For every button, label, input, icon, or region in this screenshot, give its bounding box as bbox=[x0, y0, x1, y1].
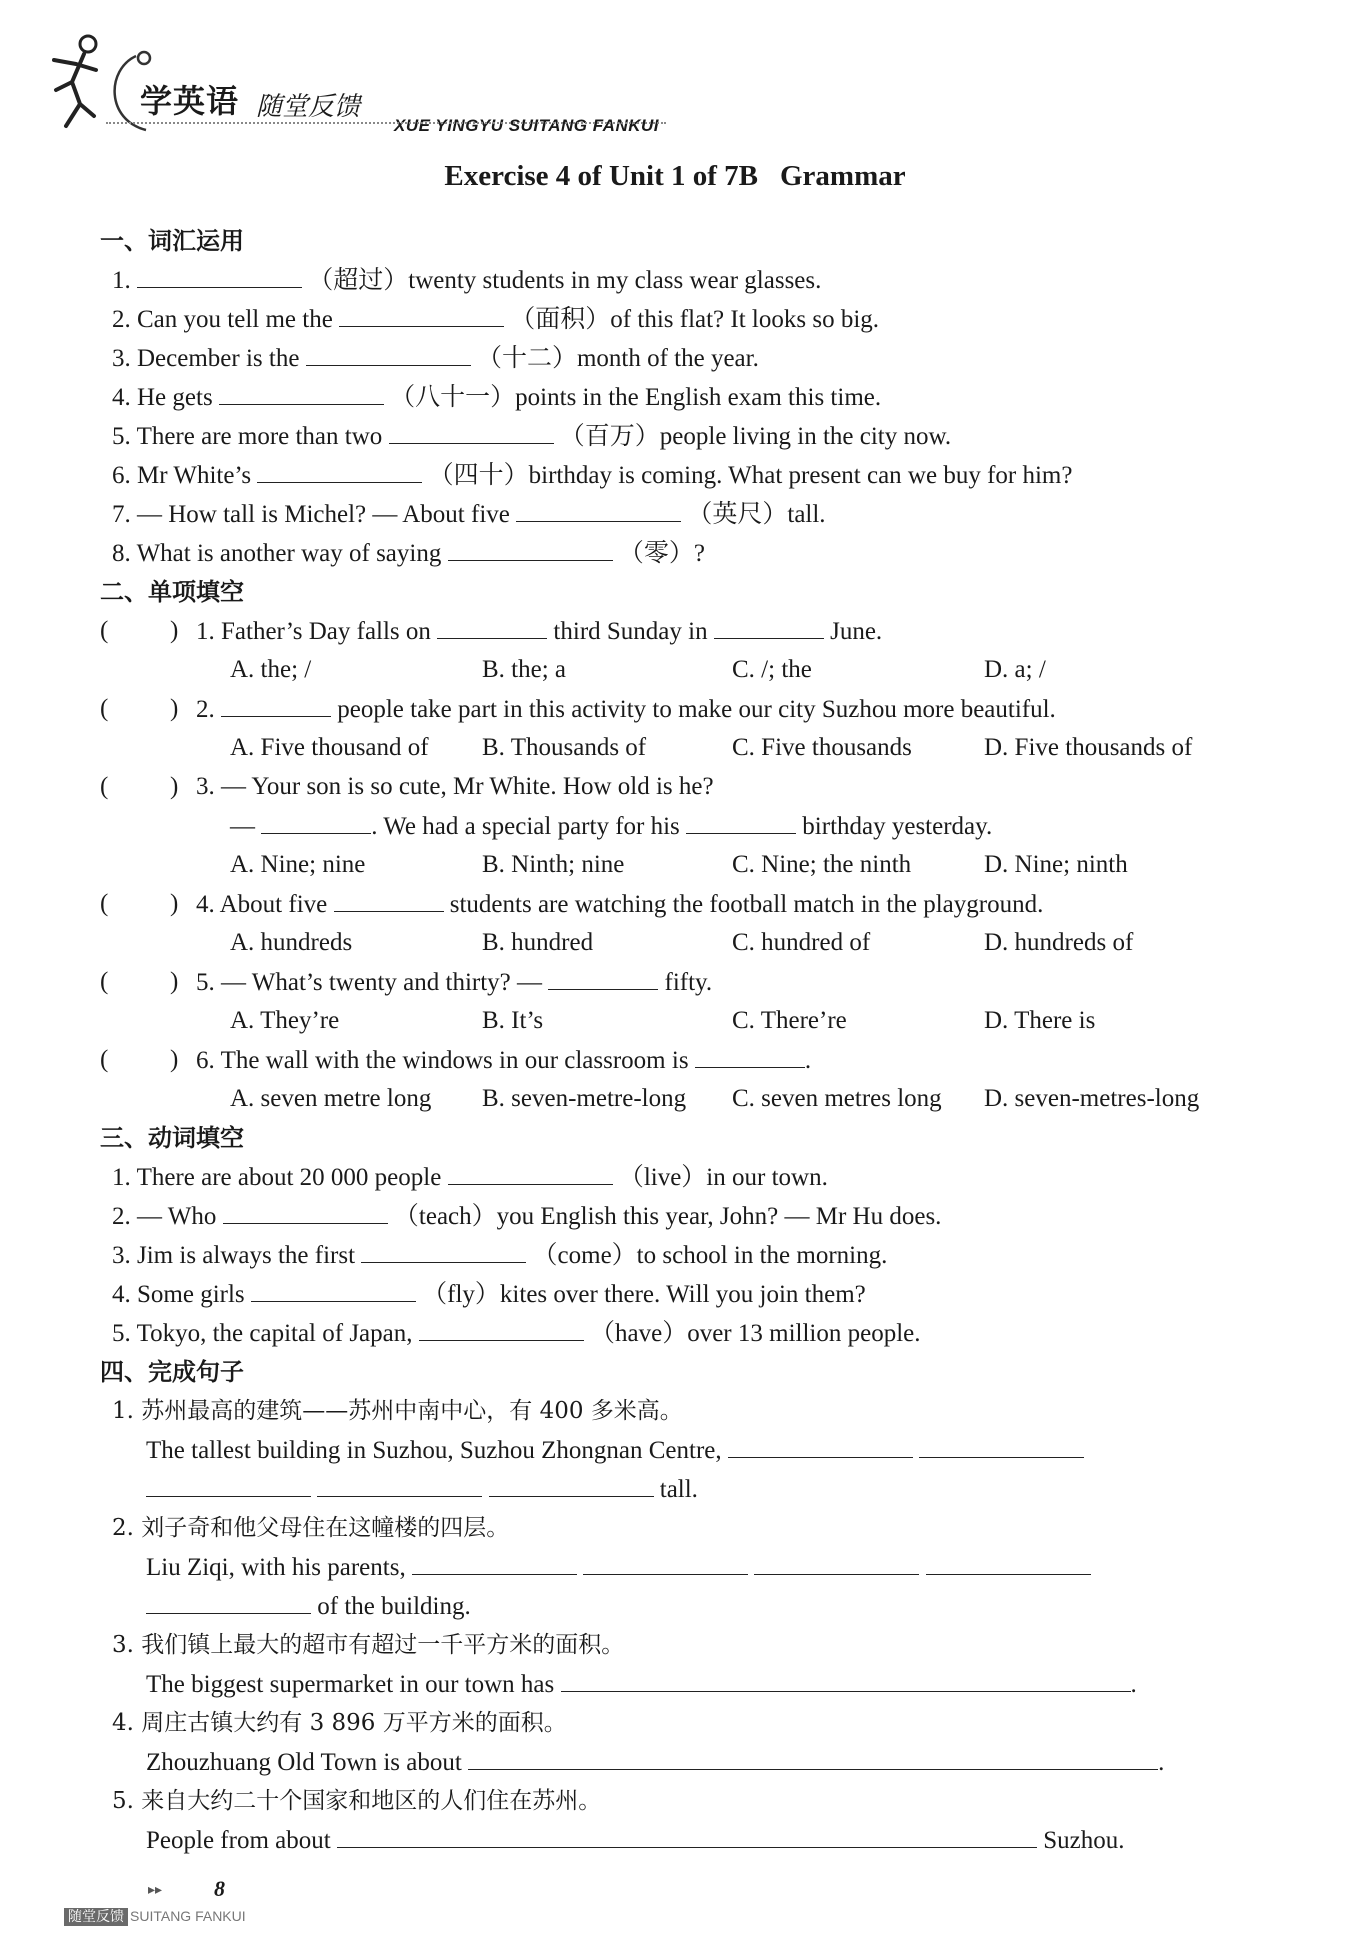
translate-question-1-cn: 1. 苏州最高的建筑——苏州中南中心，有 400 多米高。 bbox=[112, 1398, 683, 1424]
answer-paren[interactable]: ( bbox=[100, 695, 109, 722]
option-b[interactable]: B. Ninth; nine bbox=[482, 851, 625, 878]
option-d[interactable]: D. There is bbox=[984, 1007, 1096, 1034]
answer-blank[interactable] bbox=[251, 1279, 416, 1302]
brand-block bbox=[106, 56, 706, 135]
answer-blank[interactable] bbox=[339, 304, 504, 327]
translate-question-1-en: The tallest building in Suzhou, Suzhou Zhongnan Centre, bbox=[146, 1435, 1084, 1466]
answer-blank[interactable] bbox=[489, 1474, 654, 1497]
answer-blank[interactable] bbox=[695, 1045, 805, 1068]
mc-question-1: 1. Father’s Day falls on third Sunday in June. bbox=[196, 618, 883, 645]
answer-blank[interactable] bbox=[317, 1474, 482, 1497]
option-b[interactable]: B. the; a bbox=[482, 656, 567, 683]
answer-paren[interactable]: ( bbox=[100, 773, 109, 800]
option-a[interactable]: A. They’re bbox=[230, 1007, 340, 1034]
option-c[interactable]: C. seven metres long bbox=[732, 1085, 942, 1112]
answer-blank[interactable] bbox=[223, 1201, 388, 1224]
option-d[interactable]: D. Nine; ninth bbox=[984, 851, 1128, 878]
answer-blank[interactable] bbox=[714, 616, 824, 639]
answer-blank[interactable] bbox=[437, 616, 547, 639]
option-a[interactable]: A. hundreds bbox=[230, 929, 353, 956]
answer-blank[interactable] bbox=[361, 1240, 526, 1263]
page-number: 8 bbox=[214, 1876, 225, 1901]
option-a[interactable]: A. the; / bbox=[230, 656, 312, 683]
option-c[interactable]: C. Five thousands bbox=[732, 734, 912, 761]
answer-blank[interactable] bbox=[389, 421, 554, 444]
brand-subtitle-cn: 随堂反馈 bbox=[256, 92, 361, 122]
vocab-question-8: 8. What is another way of saying （零）? bbox=[112, 540, 705, 567]
answer-blank[interactable] bbox=[412, 1552, 577, 1575]
translate-question-2-en-cont: of the building. bbox=[146, 1591, 471, 1622]
answer-blank[interactable] bbox=[337, 1825, 1037, 1848]
translate-question-3-en: The biggest supermarket in our town has . bbox=[146, 1671, 1137, 1698]
section-heading-4: 四、完成句子 bbox=[100, 1358, 244, 1386]
vocab-question-3: 3. December is the （十二）month of the year. bbox=[112, 345, 759, 372]
option-b[interactable]: B. seven-metre-long bbox=[482, 1085, 687, 1112]
answer-paren[interactable]: ( bbox=[100, 890, 109, 917]
option-b[interactable]: B. Thousands of bbox=[482, 734, 647, 761]
translate-question-5-cn: 5. 来自大约二十个国家和地区的人们住在苏州。 bbox=[112, 1788, 602, 1814]
translate-question-2-en: Liu Ziqi, with his parents, bbox=[146, 1552, 1091, 1583]
brand-title-cn: 学英语 bbox=[140, 82, 240, 120]
header-divider bbox=[106, 122, 666, 124]
answer-blank[interactable] bbox=[548, 967, 658, 990]
vocab-question-4: 4. He gets （八十一）points in the English exam this time. bbox=[112, 384, 882, 411]
vocab-question-5: 5. There are more than two （百万）people living in the city now. bbox=[112, 423, 952, 450]
translate-question-4-cn: 4. 周庄古镇大约有 3 896 万平方米的面积。 bbox=[112, 1710, 567, 1736]
answer-blank[interactable] bbox=[334, 889, 444, 912]
option-c[interactable]: C. There’re bbox=[732, 1007, 847, 1034]
vocab-question-6: 6. Mr White’s （四十）birthday is coming. What present can we buy for him? bbox=[112, 462, 1073, 489]
answer-blank[interactable] bbox=[919, 1435, 1084, 1458]
answer-blank[interactable] bbox=[754, 1552, 919, 1575]
vocab-question-2: 2. Can you tell me the （面积）of this flat? It looks so big. bbox=[112, 306, 880, 333]
verb-question-5: 5. Tokyo, the capital of Japan, （have）over 13 million people. bbox=[112, 1320, 921, 1347]
answer-blank[interactable] bbox=[583, 1552, 748, 1575]
mc-question-6: 6. The wall with the windows in our classroom is . bbox=[196, 1047, 812, 1074]
option-b[interactable]: B. hundred bbox=[482, 929, 594, 956]
answer-blank[interactable] bbox=[516, 499, 681, 522]
double-arrow-icon: ▸▸ bbox=[148, 1882, 163, 1898]
verb-question-2: 2. — Who （teach）you English this year, John? — Mr Hu does. bbox=[112, 1203, 942, 1230]
answer-paren[interactable]: ( bbox=[100, 968, 109, 995]
section-heading-1: 一、词汇运用 bbox=[100, 227, 244, 255]
verb-question-4: 4. Some girls （fly）kites over there. Will you join them? bbox=[112, 1281, 866, 1308]
mc-question-3-reply: — . We had a special party for his birthday yesterday. bbox=[230, 813, 993, 840]
answer-blank[interactable] bbox=[686, 811, 796, 834]
footer-tag: 随堂反馈 SUITANG FANKUI bbox=[64, 1906, 246, 1926]
page-title: Exercise 4 of Unit 1 of 7B Grammar bbox=[444, 160, 906, 192]
option-a[interactable]: A. Nine; nine bbox=[230, 851, 366, 878]
answer-blank[interactable] bbox=[137, 265, 302, 288]
mc-question-4: 4. About five students are watching the football match in the playground. bbox=[196, 891, 1044, 918]
option-d[interactable]: D. hundreds of bbox=[984, 929, 1134, 956]
answer-blank[interactable] bbox=[221, 694, 331, 717]
mc-question-3: 3. — Your son is so cute, Mr White. How old is he? bbox=[196, 773, 714, 800]
answer-paren[interactable]: ( bbox=[100, 617, 109, 644]
mc-question-5: 5. — What’s twenty and thirty? — fifty. bbox=[196, 969, 713, 996]
translate-question-5-en: People from about Suzhou. bbox=[146, 1827, 1125, 1854]
answer-blank[interactable] bbox=[219, 382, 384, 405]
vocab-question-1: 1. （超过）twenty students in my class wear glasses. bbox=[112, 267, 822, 294]
answer-blank[interactable] bbox=[561, 1669, 1131, 1692]
mc-question-2: 2. people take part in this activity to make our city Suzhou more beautiful. bbox=[196, 696, 1056, 723]
option-b[interactable]: B. It’s bbox=[482, 1007, 544, 1034]
answer-blank[interactable] bbox=[468, 1747, 1158, 1770]
brand-subtitle-en: XUE YINGYU SUITANG FANKUI bbox=[394, 116, 660, 135]
translate-question-3-cn: 3. 我们镇上最大的超市有超过一千平方米的面积。 bbox=[112, 1632, 625, 1658]
option-c[interactable]: C. hundred of bbox=[732, 929, 871, 956]
runner-figure-icon bbox=[36, 30, 106, 130]
option-d[interactable]: D. a; / bbox=[984, 656, 1046, 683]
vocab-question-7: 7. — How tall is Michel? — About five （英尺）tall. bbox=[112, 501, 826, 528]
worksheet-page: 学英语 随堂反馈 XUE YINGYU SUITANG FANKUI Exercise 4 of Unit 1 of 7B Grammar 一、词汇运用 1. （超过）twenty students in my class wear glasses. 2. Can you tell me the （面积）of this flat? It looks so big. 3. December is the （十二）month of the year. 4. He gets （八十一）points in the English exam this time. 5. There are more than two （百万）people living in the city now. 6. Mr White’s （四十）birthday is coming. What present can we buy for him? 7. — How tall is Michel? — About five （英尺）tall. 8. What is another way of saying （零）? 二、单项填空 ( ) 1. Father’s Day falls on third Sunday in June. A. the; / B. the; a C. /; the D. a; / ( ) 2. people take part in this activity to make our city Suzhou more beautiful. A. Five thousand of B. Thousands of C. Five thousands D. Five thousands of ( ) 3. — Your son is so cute, Mr White. How old is he? — . We had a special party for his birthday yesterday. A. Nine; nine B. Ninth; nine C. Nine; the ninth D. Nine; ninth ( ) 4. About five students are watching the football match in the playground. A. hundreds B. hundred C. hundred of D. hundreds of ( ) 5. — What’s twenty and thirty? — fifty. A. They’re B. It’s C. There’re D. There is ( ) 6. The wall with the windows in our classroom is . A. seven metre long B. seven-metre-long C. seven metres long D. seven-metres-long 三、动词填空 1. There are about 20 000 people （live）in our town. 2. — Who （teach）you English this year, John? — Mr Hu does. 3. Jim is always the first （come）to school in the morning. 4. Some girls （fly）kites over there. Will you join them? 5. Tokyo, the capital of Japan, （have）over 13 million people. 四、完成句子 1. 苏州最高的建筑——苏州中南中心，有 400 多米高。 The tallest building in Suzhou, Suzhou Zhongnan Centre, tall. 2. 刘子奇和他父母住在这幢楼的四层。 Liu Ziqi, with his parents, of the building. 3. 我们镇上最大的超市有超过一千平方米的面积。 The biggest supermarket in our town has . 4. 周庄古镇大约有 3 896 万平方米的面积。 Zhouzhuang Old Town is about . 5. 来自大约二十个国家和地区的人们住在苏州。 People from about Suzhou. ▸▸ 8 随堂反馈 SUITANG FANKUI bbox=[0, 0, 1350, 1938]
answer-blank[interactable] bbox=[146, 1591, 311, 1614]
answer-blank[interactable] bbox=[146, 1474, 311, 1497]
answer-blank[interactable] bbox=[448, 538, 613, 561]
verb-question-1: 1. There are about 20 000 people （live）in our town. bbox=[112, 1164, 828, 1191]
option-d[interactable]: D. Five thousands of bbox=[984, 734, 1193, 761]
book-header bbox=[36, 22, 676, 135]
translate-question-2-cn: 2. 刘子奇和他父母住在这幢楼的四层。 bbox=[112, 1515, 510, 1541]
answer-blank[interactable] bbox=[419, 1318, 584, 1341]
option-a[interactable]: A. Five thousand of bbox=[230, 734, 429, 761]
option-c[interactable]: C. /; the bbox=[732, 656, 812, 683]
answer-blank[interactable] bbox=[448, 1162, 613, 1185]
section-heading-3: 三、动词填空 bbox=[100, 1124, 244, 1152]
answer-paren[interactable]: ( bbox=[100, 1046, 109, 1073]
option-c[interactable]: C. Nine; the ninth bbox=[732, 851, 912, 878]
option-d[interactable]: D. seven-metres-long bbox=[984, 1085, 1200, 1112]
answer-blank[interactable] bbox=[926, 1552, 1091, 1575]
answer-blank[interactable] bbox=[257, 460, 422, 483]
answer-blank[interactable] bbox=[728, 1435, 913, 1458]
answer-blank[interactable] bbox=[306, 343, 471, 366]
answer-blank[interactable] bbox=[261, 811, 371, 834]
section-heading-2: 二、单项填空 bbox=[100, 578, 244, 606]
translate-question-4-en: Zhouzhuang Old Town is about . bbox=[146, 1749, 1165, 1776]
verb-question-3: 3. Jim is always the first （come）to school in the morning. bbox=[112, 1242, 888, 1269]
option-a[interactable]: A. seven metre long bbox=[230, 1085, 432, 1112]
translate-question-1-en-cont: tall. bbox=[146, 1474, 698, 1505]
